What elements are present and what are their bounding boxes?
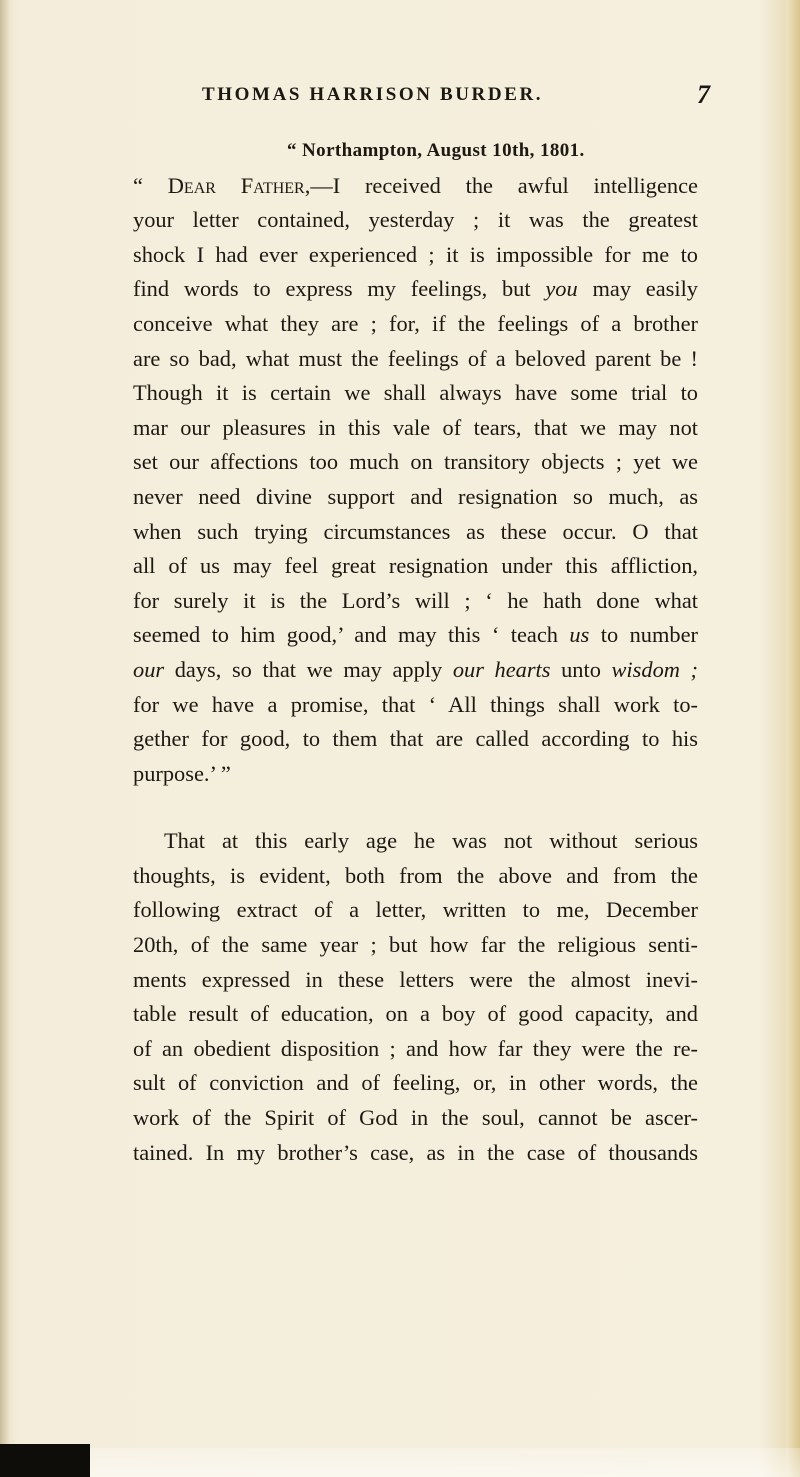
letter-line: for we have a promise, that ‘ All things shall work to- <box>133 691 698 717</box>
letter-line: purpose.’ ” <box>133 760 231 786</box>
narrative-line: following extract of a letter, written to me, December <box>133 897 698 923</box>
narrative-line: tained. In my brother’s case, as in the case of thousands <box>133 1139 698 1165</box>
narrative-line: 20th, of the same year ; but how far the religious senti- <box>133 932 698 958</box>
narrative-line: ments expressed in these letters were the almost inevi- <box>133 966 698 992</box>
page-right-edge <box>786 0 800 1477</box>
letter-line: when such trying circumstances as these occur. O that <box>133 518 698 544</box>
italic-emphasis: our <box>133 656 165 682</box>
letter-line: our days, so that we may apply our hearts unto wisdom ; <box>133 656 698 682</box>
letter-line: for surely it is the Lord’s will ; ‘ he hath done what <box>133 587 698 613</box>
letter-line: seemed to him good,’ and may this ‘ teach us to number <box>133 622 698 648</box>
scan-bottom-mark <box>0 1444 90 1477</box>
letter-line: your letter contained, yesterday ; it was the greatest <box>133 207 698 233</box>
letter-line: shock I had ever experienced ; it is impossible for me to <box>133 241 698 267</box>
page-left-edge <box>0 0 10 1477</box>
letter-line: never need divine support and resignation so much, as <box>133 483 698 509</box>
letter-line: find words to express my feelings, but you may easily <box>133 276 698 302</box>
narrative-line: thoughts, is evident, both from the above and from the <box>133 862 698 888</box>
letter-line: are so bad, what must the feelings of a beloved parent be ! <box>133 345 698 371</box>
narrative-line: of an obedient disposition ; and how far they were the re- <box>133 1035 698 1061</box>
running-header <box>202 80 710 116</box>
narrative-line: sult of conviction and of feeling, or, in other words, the <box>133 1070 698 1096</box>
letter-line: mar our pleasures in this vale of tears, that we may not <box>133 414 698 440</box>
paragraph-gap <box>133 791 698 824</box>
letter-dateline: “ Northampton, August 10th, 1801. <box>287 140 585 161</box>
letter-line: gether for good, to them that are called according to his <box>133 726 698 752</box>
running-title: THOMAS HARRISON BURDER. <box>202 84 544 105</box>
letter-line: conceive what they are ; for, if the feelings of a brother <box>133 310 698 336</box>
scan-bottom-margin <box>90 1448 800 1477</box>
narrative-line: table result of education, on a boy of good capacity, and <box>133 1001 698 1027</box>
letter-line: Though it is certain we shall always have some trial to <box>133 380 698 406</box>
page-number: 7 <box>697 80 710 109</box>
narrative-line: work of the Spirit of God in the soul, cannot be ascer- <box>133 1105 698 1131</box>
letter-line: set our affections too much on transitory objects ; yet we <box>133 449 698 475</box>
letter-line: “ Dear Father,—I received the awful intelligence <box>133 172 698 198</box>
letter-line: all of us may feel great resignation under this affliction, <box>133 553 698 579</box>
italic-emphasis: wisdom ; <box>611 656 698 682</box>
italic-emphasis: you <box>545 276 578 302</box>
narrative-line: That at this early age he was not without serious <box>164 828 698 854</box>
page-body <box>133 134 698 1170</box>
italic-emphasis: us <box>569 622 590 648</box>
letter-salutation: Dear Father, <box>167 172 311 198</box>
italic-emphasis: our hearts <box>452 656 551 682</box>
